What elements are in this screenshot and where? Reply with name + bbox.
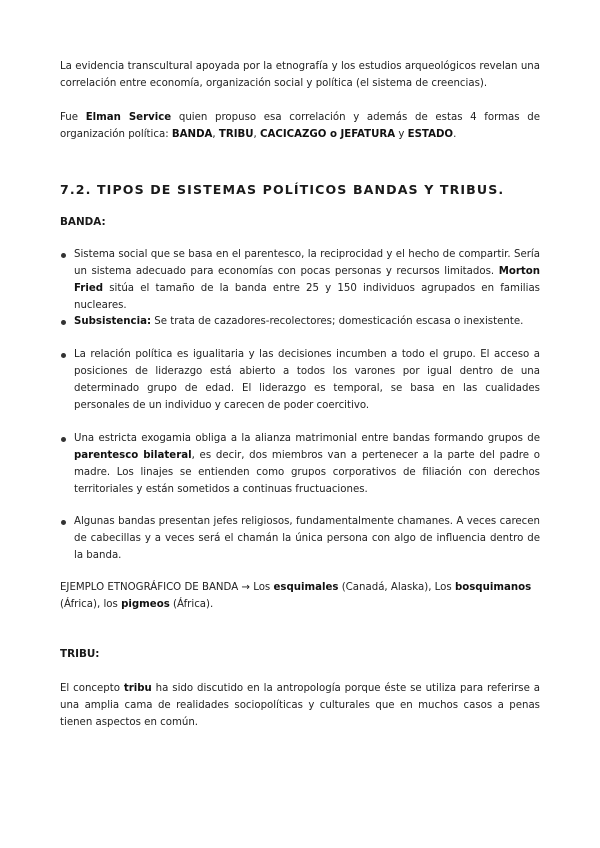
banda-bullet-5: Algunas bandas presentan jefes religiosos, fundamentalmente chamanes. A veces carecen de cabecillas y a veces será el chamán la única persona con algo de influencia dentro de la banda. (74, 516, 540, 561)
bullet-dot (61, 253, 66, 258)
bullet-dot (61, 437, 66, 442)
banda-example: EJEMPLO ETNOGRÁFICO DE BANDA → Los esquimales (Canadá, Alaska), Los bosquimanos (África), los pigmeos (África). (60, 582, 532, 610)
bullet-dot (61, 353, 66, 358)
tribu-paragraph: El concepto tribu ha sido discutido en la antropología porque éste se utiliza para referirse a una amplia cama de realidades sociopolíticas y culturales que en muchos casos a penas tienen aspectos en común. (60, 683, 540, 728)
banda-bullet-4: Una estricta exogamia obliga a la alianza matrimonial entre bandas formando grupos de parentesco bilateral, es decir, dos miembros van a pertenecer a la parte del padre o madre. Los linajes se entienden como grupos corporativos de filiación con derechos territoriales y están sometidos a continuas fructuaciones. (74, 433, 540, 495)
tribu-heading: TRIBU: (60, 648, 100, 660)
right-arrow-icon: → (241, 582, 250, 593)
banda-bullet-3: La relación política es igualitaria y las decisiones incumben a todo el grupo. El acceso a posiciones de liderazgo está abierto a todos los varones por igual dentro de una determinado grupo de edad. El liderazgo es temporal, se basa en las cualidades personales de un individuo y carecen de poder coercitivo. (74, 349, 540, 411)
intro-paragraph-1: La evidencia transcultural apoyada por la etnografía y los estudios arqueológicos revelan una correlación entre economía, organización social y política (el sistema de creencias). (60, 61, 540, 89)
banda-heading: BANDA: (60, 216, 106, 228)
section-title: 7.2. TIPOS DE SISTEMAS POLÍTICOS BANDAS Y TRIBUS. (60, 182, 505, 197)
bullet-dot (61, 320, 66, 325)
banda-bullet-1: Sistema social que se basa en el parentesco, la reciprocidad y el hecho de compartir. Sería un sistema adecuado para economías con pocas personas y recursos limitados. Morton Fried sitúa el tamaño de la banda entre 25 y 150 individuos agrupados en familias nucleares. (74, 249, 540, 311)
banda-bullet-2: Subsistencia: Se trata de cazadores-recolectores; domesticación escasa o inexistente. (74, 316, 524, 327)
bullet-dot (61, 520, 66, 525)
intro-paragraph-2: Fue Elman Service quien propuso esa correlación y además de estas 4 formas de organización política: BANDA, TRIBU, CACICAZGO o JEFATURA y ESTADO. (60, 112, 540, 140)
author-name: Elman Service (85, 112, 172, 123)
